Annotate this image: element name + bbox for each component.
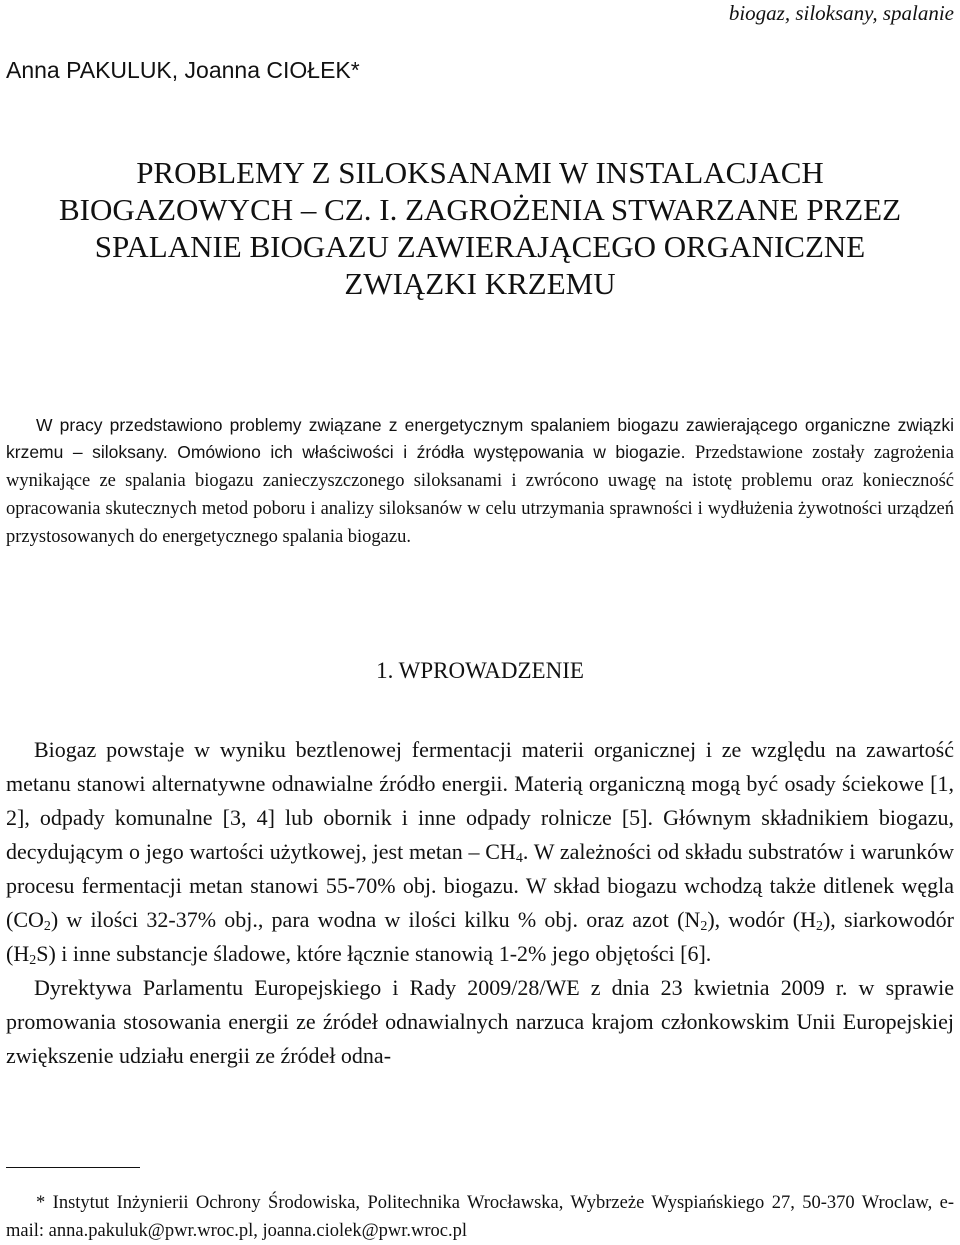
body-paragraph-2: Dyrektywa Parlamentu Europejskiego i Rady 2009/28/WE z dnia 23 kwietnia 2009 r. w sprawie promowania stosowania energii ze źródeł odnawialnych narzuca krajom członkowskim Unii Europejskiej zwiększenie udziału energii ze źródeł odna-: [6, 975, 954, 1068]
subscript-h2s: 2: [29, 953, 37, 968]
subscript-n2: 2: [700, 919, 708, 934]
subscript-h2: 2: [815, 919, 823, 934]
subscript-co2: 2: [43, 919, 51, 934]
keywords: biogaz, siloksany, spalanie: [728, 1, 954, 25]
footnote-divider: [6, 1167, 140, 1168]
title-line-2: BIOGAZOWYCH – CZ. I. ZAGROŻENIA STWARZANE PRZEZ: [58, 192, 902, 227]
abstract: [6, 412, 954, 551]
p1-part-a: Biogaz powstaje w wyniku beztlenowej fermentacji materii organicznej i ze względu na zawartość metanu stanowi alternatywne odnawialne źródło energii. Materią organiczną mogą być osady ściekowe [1, 2], odpady komunalne [3, 4] lub obornik i inne odpady rolnicze [5]. Głównym składnikiem biogazu, decydującym o jego wartości użytkowej, jest metan – CH: [6, 737, 954, 864]
p1-part-b: . W zależności od składu substratów i warunków procesu fermentacji metan stanowi 55-70% obj. biogazu. W skład biogazu wchodzą także ditlenek węgla (CO: [6, 839, 955, 932]
p1-part-e: ), siarkowodór (H: [6, 907, 954, 966]
p1-part-f: S) i inne substancje śladowe, które łącznie stanowią 1-2% jego objętości [6].: [36, 941, 712, 966]
body-text: [6, 733, 954, 1073]
abstract-text: [6, 412, 954, 551]
footnote: [6, 1189, 954, 1245]
body-paragraph-1: [6, 733, 954, 971]
subscript-ch4: 4: [515, 851, 523, 866]
title-line-1: PROBLEMY Z SILOKSANAMI W INSTALACJACH: [136, 155, 824, 190]
p1-part-d: ), wodór (H: [707, 907, 816, 932]
authors: Anna PAKULUK, Joanna CIOŁEK*: [6, 57, 360, 83]
section-heading: 1. WPROWADZENIE: [376, 658, 584, 683]
abstract-part-2: Przedstawione zostały zagrożenia wynikające ze spalania biogazu zanieczyszczonego siloksanami i zwrócono uwagę na istotę problemu oraz konieczność opracowania skutecznych metod poboru i analizy siloksanów w celu utrzymania sprawności i wydłużenia żywotności urządzeń przystosowanych do energetycznego spalania biogazu.: [6, 443, 954, 547]
title-line-3: SPALANIE BIOGAZU ZAWIERAJĄCEGO ORGANICZNE: [94, 229, 866, 264]
p1-part-c: ) w ilości 32-37% obj., para wodna w ilości kilku % obj. oraz azot (N: [50, 907, 701, 932]
paper-title: [0, 154, 960, 302]
title-line-4: ZWIĄZKI KRZEMU: [344, 266, 616, 301]
abstract-part-1: W pracy przedstawiono problemy związane z energetycznym spalaniem biogazu zawierającego organiczne związki krzemu – siloksany. Omówiono ich właściwości i źródła występowania w biogazie.: [6, 415, 954, 462]
footnote-text: * Instytut Inżynierii Ochrony Środowiska, Politechnika Wrocławska, Wybrzeże Wyspiańskiego 27, 50-370 Wroclaw, e-mail: anna.pakuluk@pwr.wroc.pl, joanna.ciolek@pwr.wroc.pl: [6, 1193, 954, 1241]
